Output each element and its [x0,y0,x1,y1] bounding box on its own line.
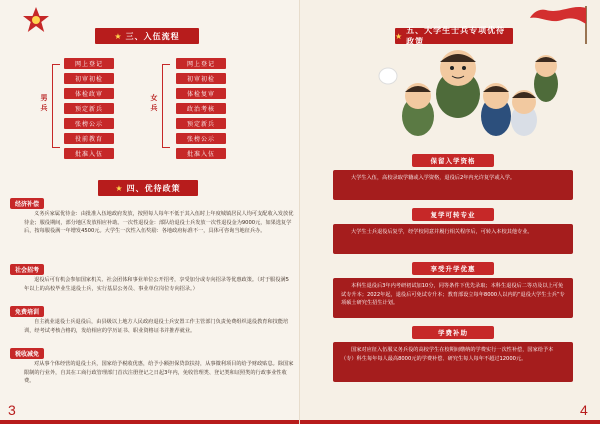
section5-header [395,28,513,44]
page-number: 3 [8,402,16,418]
section4-title: 四、优待政策 [126,183,181,193]
male-step: 初审初检 [64,73,114,84]
female-step: 政治考核 [176,103,226,114]
male-step: 网上登记 [64,58,114,69]
red-flag-icon [528,4,590,44]
male-label: 男兵 [40,94,48,112]
card-title: 享受升学优惠 [412,262,494,275]
section4-header [98,180,198,196]
block-tag: 税收减免 [10,348,44,359]
section5-title: 五、大学生士兵专项优待政策 [406,26,506,46]
female-bracket [162,64,170,148]
block-tag: 社会招考 [10,264,44,275]
block-tag: 免费培训 [10,306,44,317]
card-title: 复学可转专业 [412,208,494,221]
card-title: 学费补助 [412,326,494,339]
cartoon-soldiers-illustration [378,46,562,146]
block-text: 退役后可有机会参加国家机关、社会团体和事业单位公开招考，享受加分或专向招录等优惠政策。（对于服役满5年以上的高校毕业生退役士兵，实行基层公务员、事业单位岗位专向招录。） [24,277,289,292]
section3-title: 三、入伍流程 [125,31,180,41]
male-step: 批准入伍 [64,148,114,159]
female-step: 张榜公示 [176,133,226,144]
female-step: 体检复审 [176,88,226,99]
female-step: 网上登记 [176,58,226,69]
male-bracket [52,64,60,148]
male-step: 预定新兵 [64,103,114,114]
male-step: 体检政审 [64,88,114,99]
page-number: 4 [580,402,588,418]
male-flow [64,58,114,159]
female-step: 批准入伍 [176,148,226,159]
star-icon: ★ [395,31,404,41]
female-step: 初审初检 [176,73,226,84]
female-label: 女兵 [150,94,158,112]
card-body: 国家对应征入伍服义务兵役的高校学生在校期间缴纳的学费实行一次性补偿，国家给予本（专）科生每年每人最高8000元的学费补偿、研究生每人每年不超过12000元。 [333,342,573,382]
male-step: 张榜公示 [64,118,114,129]
section3-header [95,28,199,44]
block-tag: 经济补偿 [10,198,44,209]
female-step: 预定新兵 [176,118,226,129]
star-emblem-icon [22,6,50,34]
star-icon: ★ [114,31,123,41]
card-body: 大学生入伍，高校录取学籍或入学资格，退役后2年内允许复学或入学。 [333,170,573,200]
block-text: 义务兵家属优待金：由批准入伍地政府发放，按照每人每年不低于其入伍时上年度城镇居民人均可支配收入发放优待金；服役期间，部分地区发放相应补助。一次性退役金：部队给退役士兵发放一次性退役金为9000元，如果选复学后，按每服役满一年增发4500元。大学生一次性入伍奖励：各地政府标准不一，具体可咨询当地征兵办。 [24,211,294,235]
female-flow [176,58,226,159]
card-body: 本科生退役后3年内考研初试加10分，同等条件下优先录取；本科生退役后二等功及以上可免试专升本；2022年起，退役后可免试专升本；教育部设立每年8000人以内的“退役大学生士兵”专项硕士研究生招生计划。 [333,278,573,318]
card-title: 保留入学资格 [412,154,494,167]
footer-band [0,420,300,424]
male-step: 役前教育 [64,133,114,144]
block-text: 对从事个体经营的退役士兵，国家给予税收优惠，给予小额担保贷款扶持，从事微利项目的给予财政贴息。除国家限制的行业外，自其在工商行政管理部门首次注册登记之日起3年内，免收管理类、登记类和证照类的行政事业性收费。 [24,361,294,385]
card-body: 大学生士兵退役后复学，经学校同意并履行相关程序后，可转入本校其他专业。 [333,224,573,254]
star-icon: ★ [115,183,124,193]
block-text: 自主就业退役士兵退役后，由县级以上地方人民政府退役士兵安置工作主管部门负责免费组织退役教育和技能培训，经考试考核合格的，发给相应的学历证书、职业资格证书并推荐就业。 [24,319,289,334]
footer-band [300,420,600,424]
